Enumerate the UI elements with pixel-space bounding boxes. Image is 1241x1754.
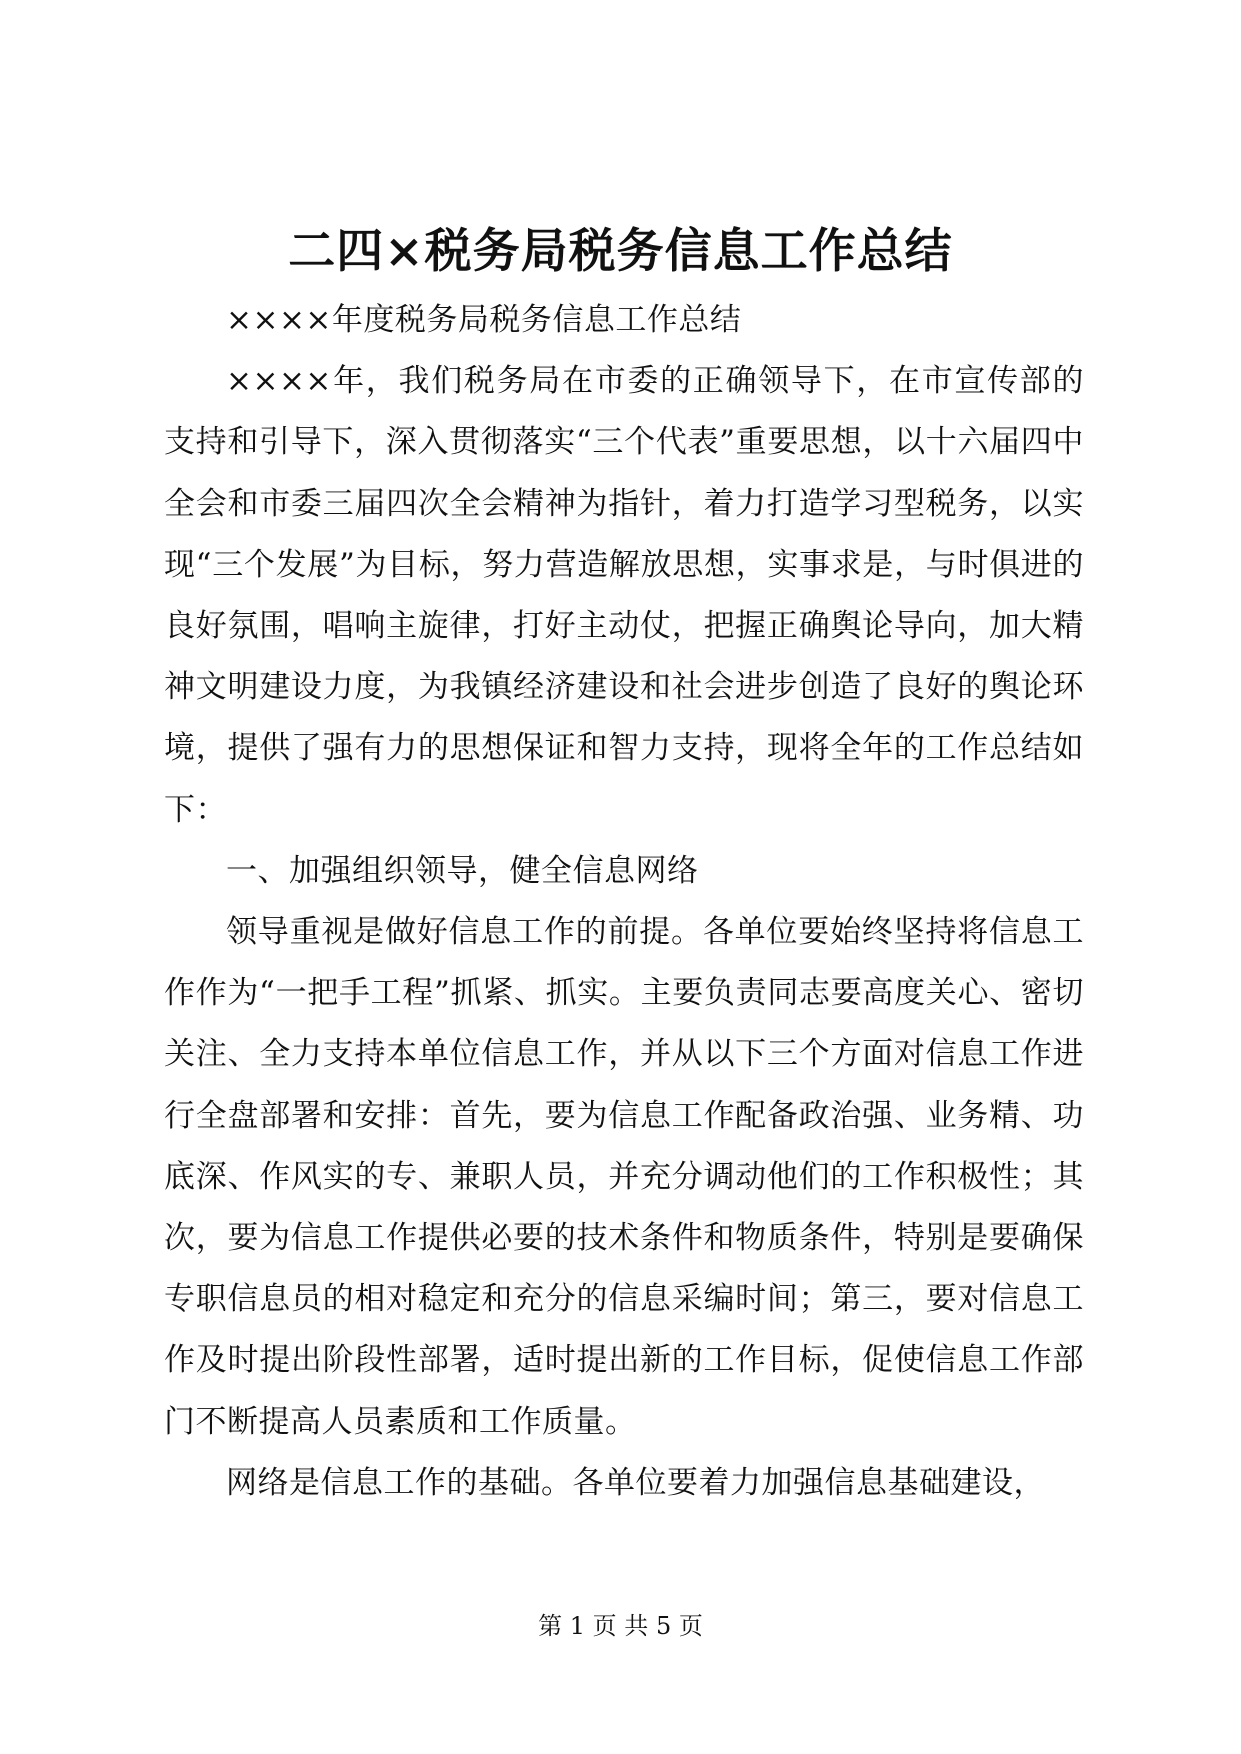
body-paragraph: 领导重视是做好信息工作的前提。各单位要始终坚持将信息工作作为“一把手工程”抓紧、抓实。主要负责同志要高度关心、密切关注、全力支持本单位信息工作，并从以下三个方面对信息工作进行全盘部署和安排：首先，要为信息工作配备政治强、业务精、功底深、作风实的专、兼职人员，并充分调动他们的工作积极性；其次，要为信息工作提供必要的技术条件和物质条件，特别是要确保专职信息员的相对稳定和充分的信息采编时间；第三，要对信息工作及时提出阶段性部署，适时提出新的工作目标，促使信息工作部门不断提高人员素质和工作质量。 (164, 914, 1084, 1440)
body-paragraph: 网络是信息工作的基础。各单位要着力加强信息基础建设， (226, 1464, 1045, 1501)
subtitle-paragraph: ××××年度税务局税务信息工作总结 (226, 302, 742, 338)
document-body (164, 290, 1084, 1514)
document-title: 二四×税务局税务信息工作总结 (288, 224, 953, 279)
intro-paragraph: ××××年，我们税务局在市委的正确领导下，在市宣传部的支持和引导下，深入贯彻落实“三个代表”重要思想，以十六届四中全会和市委三届四次全会精神为指针，着力打造学习型税务，以实现“三个发展”为目标，努力营造解放思想，实事求是，与时俱进的良好氛围，唱响主旋律，打好主动仗，把握正确舆论导向，加大精神文明建设力度，为我镇经济建设和社会进步创造了良好的舆论环境，提供了强有力的思想保证和智力支持，现将全年的工作总结如下： (164, 363, 1084, 828)
page-footer: 第 1 页 共 5 页 (538, 1612, 703, 1640)
section-heading: 一、加强组织领导，健全信息网络 (226, 852, 699, 889)
